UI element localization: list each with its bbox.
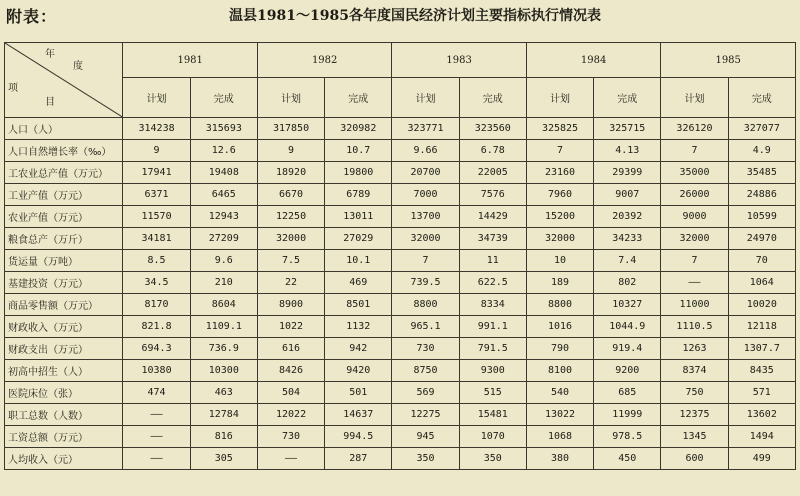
plan-value-cell: 8170 — [123, 294, 190, 316]
plan-value-cell: 35000 — [661, 162, 728, 184]
plan-value-cell: 821.8 — [123, 316, 190, 338]
done-value-cell: 978.5 — [594, 426, 661, 448]
done-value-cell: 305 — [190, 448, 257, 470]
done-value-cell: 70 — [728, 250, 795, 272]
plan-value-cell: 8800 — [392, 294, 459, 316]
plan-value-cell: 7 — [661, 250, 728, 272]
done-value-cell: 6789 — [325, 184, 392, 206]
done-value-cell: 1064 — [728, 272, 795, 294]
plan-value-cell: 8426 — [257, 360, 324, 382]
done-value-cell: 7576 — [459, 184, 526, 206]
done-value-cell: 9420 — [325, 360, 392, 382]
table-row — [5, 250, 796, 272]
plan-header: 计划 — [392, 78, 459, 118]
row-label: 职工总数（人数） — [5, 404, 123, 426]
plan-value-cell: 7 — [392, 250, 459, 272]
table-row — [5, 426, 796, 448]
done-value-cell: 210 — [190, 272, 257, 294]
row-label: 财政支出（万元） — [5, 338, 123, 360]
plan-value-cell: 6371 — [123, 184, 190, 206]
row-label: 人口（人） — [5, 118, 123, 140]
done-value-cell: 19800 — [325, 162, 392, 184]
done-value-cell: 10.7 — [325, 140, 392, 162]
statistics-table — [4, 42, 796, 470]
done-value-cell: 10599 — [728, 206, 795, 228]
plan-value-cell: 965.1 — [392, 316, 459, 338]
done-value-cell: 942 — [325, 338, 392, 360]
done-value-cell: 7.4 — [594, 250, 661, 272]
plan-value-cell: 11000 — [661, 294, 728, 316]
plan-value-cell: 540 — [526, 382, 593, 404]
plan-value-cell: 18920 — [257, 162, 324, 184]
plan-value-cell: 12250 — [257, 206, 324, 228]
table-body — [5, 118, 796, 470]
done-value-cell: 9007 — [594, 184, 661, 206]
plan-value-cell: 189 — [526, 272, 593, 294]
table-title: 温县1981～1985各年度国民经济计划主要指标执行情况表 — [229, 8, 601, 24]
table-row — [5, 382, 796, 404]
done-value-cell: 14637 — [325, 404, 392, 426]
plan-value-cell: 15200 — [526, 206, 593, 228]
plan-value-cell: —— — [123, 404, 190, 426]
done-value-cell: 350 — [459, 448, 526, 470]
year-1981-header: 1981 — [123, 43, 257, 78]
done-value-cell: 6.78 — [459, 140, 526, 162]
plan-value-cell: 6670 — [257, 184, 324, 206]
done-header: 完成 — [190, 78, 257, 118]
done-value-cell: 35485 — [728, 162, 795, 184]
plan-value-cell: 34.5 — [123, 272, 190, 294]
plan-value-cell: 32000 — [257, 228, 324, 250]
done-value-cell: 12.6 — [190, 140, 257, 162]
done-value-cell: 325715 — [594, 118, 661, 140]
plan-value-cell: 12022 — [257, 404, 324, 426]
done-value-cell: 34233 — [594, 228, 661, 250]
plan-value-cell: 314238 — [123, 118, 190, 140]
plan-value-cell: 1016 — [526, 316, 593, 338]
table-row — [5, 360, 796, 382]
corner-mu-char: 目 — [45, 97, 55, 108]
plan-header: 计划 — [257, 78, 324, 118]
plan-value-cell: 9000 — [661, 206, 728, 228]
plan-value-cell: 22 — [257, 272, 324, 294]
plan-value-cell: 730 — [257, 426, 324, 448]
done-value-cell: 287 — [325, 448, 392, 470]
corner-du-char: 度 — [73, 61, 83, 72]
done-value-cell: 8435 — [728, 360, 795, 382]
plan-value-cell: 23160 — [526, 162, 593, 184]
row-label: 粮食总产（万斤） — [5, 228, 123, 250]
done-value-cell: 1132 — [325, 316, 392, 338]
done-value-cell: 10020 — [728, 294, 795, 316]
done-value-cell: 10.1 — [325, 250, 392, 272]
year-1985-header: 1985 — [661, 43, 796, 78]
done-value-cell: 4.9 — [728, 140, 795, 162]
done-value-cell: 994.5 — [325, 426, 392, 448]
plan-value-cell: 730 — [392, 338, 459, 360]
year-1983-header: 1983 — [392, 43, 526, 78]
done-value-cell: 501 — [325, 382, 392, 404]
table-row — [5, 118, 796, 140]
done-value-cell: 4.13 — [594, 140, 661, 162]
row-label: 工业产值（万元） — [5, 184, 123, 206]
plan-header: 计划 — [661, 78, 728, 118]
done-value-cell: 499 — [728, 448, 795, 470]
plan-value-cell: 790 — [526, 338, 593, 360]
table-row — [5, 338, 796, 360]
done-value-cell: 34739 — [459, 228, 526, 250]
table-row — [5, 294, 796, 316]
done-value-cell: 320982 — [325, 118, 392, 140]
plan-value-cell: 350 — [392, 448, 459, 470]
row-label: 农业产值（万元） — [5, 206, 123, 228]
done-value-cell: 9.6 — [190, 250, 257, 272]
table-row — [5, 448, 796, 470]
plan-value-cell: 317850 — [257, 118, 324, 140]
plan-value-cell: 1110.5 — [661, 316, 728, 338]
row-label: 医院床位（张） — [5, 382, 123, 404]
plan-value-cell: 20700 — [392, 162, 459, 184]
plan-value-cell: 1068 — [526, 426, 593, 448]
plan-value-cell: 32000 — [661, 228, 728, 250]
plan-value-cell: 17941 — [123, 162, 190, 184]
row-label: 商品零售额（万元） — [5, 294, 123, 316]
done-header: 完成 — [459, 78, 526, 118]
plan-value-cell: 325825 — [526, 118, 593, 140]
done-value-cell: 12118 — [728, 316, 795, 338]
plan-value-cell: 7000 — [392, 184, 459, 206]
plan-value-cell: 569 — [392, 382, 459, 404]
plan-value-cell: 10380 — [123, 360, 190, 382]
plan-value-cell: 8374 — [661, 360, 728, 382]
done-value-cell: 802 — [594, 272, 661, 294]
row-label: 货运量（万吨） — [5, 250, 123, 272]
plan-value-cell: 1345 — [661, 426, 728, 448]
plan-done-header-row — [5, 78, 796, 118]
done-value-cell: 1044.9 — [594, 316, 661, 338]
plan-value-cell: 8100 — [526, 360, 593, 382]
done-value-cell: 816 — [190, 426, 257, 448]
plan-value-cell: 1263 — [661, 338, 728, 360]
done-value-cell: 24886 — [728, 184, 795, 206]
plan-value-cell: 750 — [661, 382, 728, 404]
appendix-prefix: 附表： — [6, 7, 58, 26]
row-label: 人口自然增长率（‰） — [5, 140, 123, 162]
plan-header: 计划 — [526, 78, 593, 118]
row-label: 初高中招生（人） — [5, 360, 123, 382]
done-value-cell: 1494 — [728, 426, 795, 448]
done-value-cell: 450 — [594, 448, 661, 470]
done-value-cell: 19408 — [190, 162, 257, 184]
plan-value-cell: 616 — [257, 338, 324, 360]
done-value-cell: 685 — [594, 382, 661, 404]
done-header: 完成 — [728, 78, 795, 118]
done-header: 完成 — [325, 78, 392, 118]
plan-value-cell: 12375 — [661, 404, 728, 426]
plan-value-cell: 13022 — [526, 404, 593, 426]
done-value-cell: 22005 — [459, 162, 526, 184]
done-value-cell: 323560 — [459, 118, 526, 140]
done-value-cell: 622.5 — [459, 272, 526, 294]
done-value-cell: 8501 — [325, 294, 392, 316]
table-row — [5, 272, 796, 294]
plan-value-cell: —— — [661, 272, 728, 294]
plan-value-cell: 34181 — [123, 228, 190, 250]
plan-value-cell: 323771 — [392, 118, 459, 140]
table-row — [5, 140, 796, 162]
plan-value-cell: 10 — [526, 250, 593, 272]
done-value-cell: 27209 — [190, 228, 257, 250]
plan-header: 计划 — [123, 78, 190, 118]
done-value-cell: 20392 — [594, 206, 661, 228]
done-value-cell: 315693 — [190, 118, 257, 140]
done-value-cell: 9200 — [594, 360, 661, 382]
done-value-cell: 12784 — [190, 404, 257, 426]
plan-value-cell: 326120 — [661, 118, 728, 140]
plan-value-cell: 8.5 — [123, 250, 190, 272]
done-value-cell: 13602 — [728, 404, 795, 426]
done-value-cell: 791.5 — [459, 338, 526, 360]
table-row — [5, 162, 796, 184]
plan-value-cell: 11570 — [123, 206, 190, 228]
done-value-cell: 8334 — [459, 294, 526, 316]
done-value-cell: 8604 — [190, 294, 257, 316]
corner-header-cell — [5, 43, 123, 118]
done-value-cell: 327077 — [728, 118, 795, 140]
year-1984-header: 1984 — [526, 43, 660, 78]
done-value-cell: 24970 — [728, 228, 795, 250]
done-value-cell: 919.4 — [594, 338, 661, 360]
plan-value-cell: —— — [257, 448, 324, 470]
plan-value-cell: 600 — [661, 448, 728, 470]
plan-value-cell: 7.5 — [257, 250, 324, 272]
plan-value-cell: 9 — [123, 140, 190, 162]
done-value-cell: 29399 — [594, 162, 661, 184]
year-1982-header: 1982 — [257, 43, 391, 78]
row-label: 人均收入（元） — [5, 448, 123, 470]
done-value-cell: 13011 — [325, 206, 392, 228]
done-value-cell: 736.9 — [190, 338, 257, 360]
plan-value-cell: 474 — [123, 382, 190, 404]
done-value-cell: 991.1 — [459, 316, 526, 338]
plan-value-cell: 12275 — [392, 404, 459, 426]
done-value-cell: 571 — [728, 382, 795, 404]
plan-value-cell: 504 — [257, 382, 324, 404]
plan-value-cell: 9 — [257, 140, 324, 162]
plan-value-cell: 8750 — [392, 360, 459, 382]
table-row — [5, 184, 796, 206]
plan-value-cell: 32000 — [526, 228, 593, 250]
row-label: 财政收入（万元） — [5, 316, 123, 338]
plan-value-cell: 7 — [526, 140, 593, 162]
done-value-cell: 11 — [459, 250, 526, 272]
done-value-cell: 15481 — [459, 404, 526, 426]
done-value-cell: 463 — [190, 382, 257, 404]
plan-value-cell: 7960 — [526, 184, 593, 206]
diagonal-divider — [5, 43, 122, 117]
row-label: 工农业总产值（万元） — [5, 162, 123, 184]
corner-year-char: 年 — [45, 49, 55, 60]
done-value-cell: 12943 — [190, 206, 257, 228]
plan-value-cell: 945 — [392, 426, 459, 448]
table-row — [5, 228, 796, 250]
done-value-cell: 515 — [459, 382, 526, 404]
done-value-cell: 11999 — [594, 404, 661, 426]
plan-value-cell: 1022 — [257, 316, 324, 338]
done-value-cell: 1109.1 — [190, 316, 257, 338]
plan-value-cell: 380 — [526, 448, 593, 470]
plan-value-cell: 694.3 — [123, 338, 190, 360]
table-row — [5, 404, 796, 426]
done-value-cell: 27029 — [325, 228, 392, 250]
plan-value-cell: 739.5 — [392, 272, 459, 294]
plan-value-cell: 7 — [661, 140, 728, 162]
plan-value-cell: —— — [123, 426, 190, 448]
plan-value-cell: 32000 — [392, 228, 459, 250]
plan-value-cell: 26000 — [661, 184, 728, 206]
year-header-row — [5, 43, 796, 78]
plan-value-cell: 8900 — [257, 294, 324, 316]
plan-value-cell: 9.66 — [392, 140, 459, 162]
done-value-cell: 10300 — [190, 360, 257, 382]
table-row — [5, 316, 796, 338]
done-value-cell: 469 — [325, 272, 392, 294]
done-value-cell: 6465 — [190, 184, 257, 206]
plan-value-cell: 8800 — [526, 294, 593, 316]
done-header: 完成 — [594, 78, 661, 118]
plan-value-cell: —— — [123, 448, 190, 470]
done-value-cell: 10327 — [594, 294, 661, 316]
done-value-cell: 1307.7 — [728, 338, 795, 360]
row-label: 工资总额（万元） — [5, 426, 123, 448]
plan-value-cell: 13700 — [392, 206, 459, 228]
done-value-cell: 1070 — [459, 426, 526, 448]
done-value-cell: 14429 — [459, 206, 526, 228]
done-value-cell: 9300 — [459, 360, 526, 382]
row-label: 基建投资（万元） — [5, 272, 123, 294]
corner-item-char: 项 — [8, 83, 18, 94]
table-row — [5, 206, 796, 228]
